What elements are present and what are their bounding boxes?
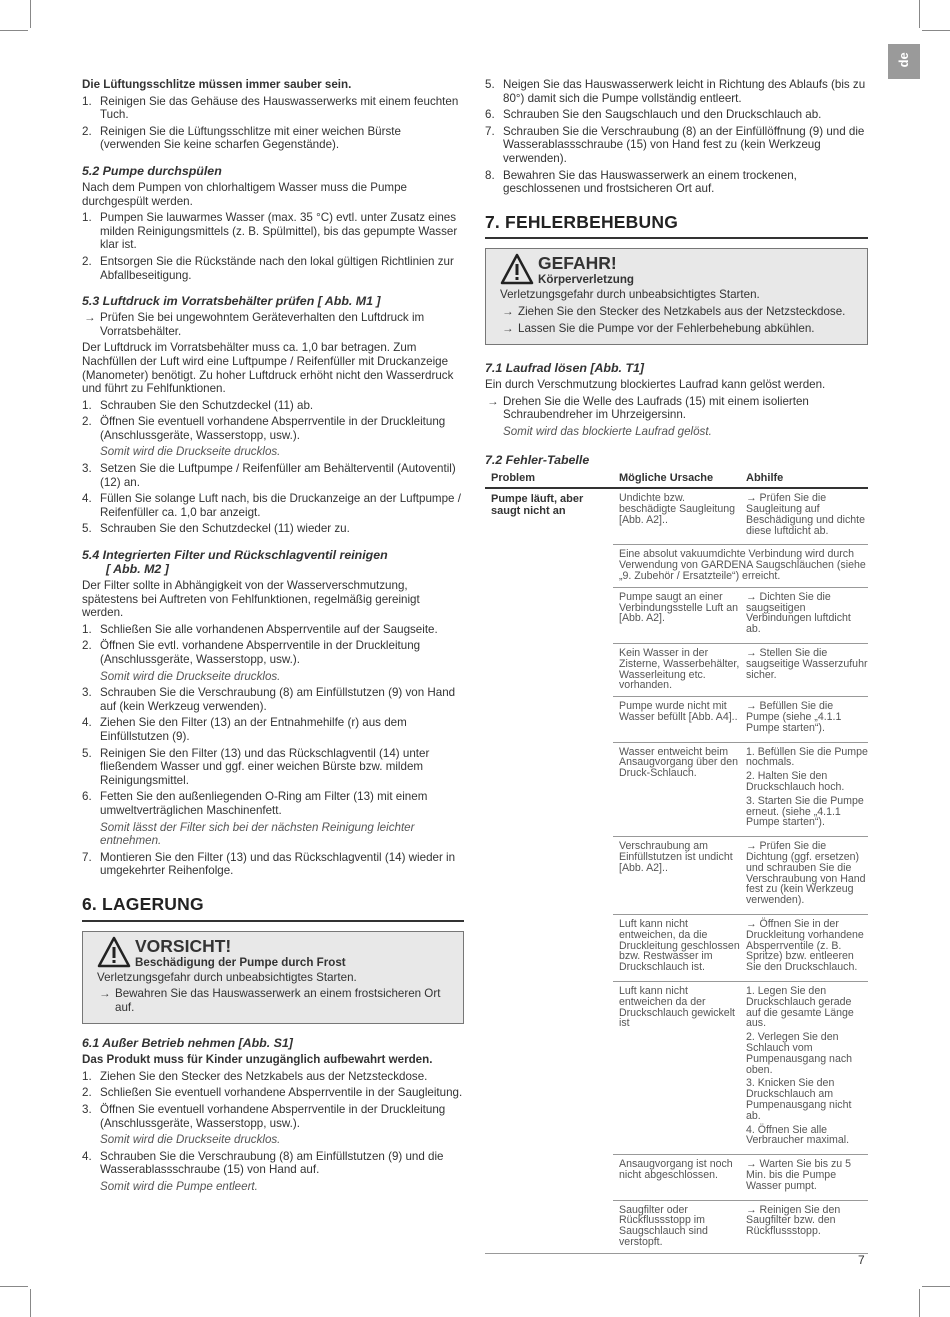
list-result-note: Somit wird die Druckseite drucklos.: [100, 1133, 281, 1147]
arrow-text: Prüfen Sie bei ungewohntem Geräteverhalten den Luftdruck im Vorratsbehälter.: [100, 311, 425, 338]
list-item: [82, 790, 464, 847]
crop-mark: [30, 0, 31, 28]
table-header-remedy: Abhilfe: [740, 470, 868, 489]
remedy-step: 1. Legen Sie den Druckschlauch gerade auf die gesamte Länge aus.: [746, 984, 854, 1030]
cause-cell: Kein Wasser in der Zisterne, Wasserbehälter, Wasserleitung etc. vorhanden.: [613, 644, 740, 697]
list-item: [82, 851, 464, 878]
section-6-1-warning: Das Produkt muss für Kinder unzugänglich aufbewahrt werden.: [82, 1053, 433, 1067]
language-code: de: [896, 52, 912, 68]
problem-cell: [485, 915, 613, 982]
remedy-cell: [740, 742, 868, 837]
section-6-1-steps: [82, 1070, 464, 1194]
list-number: 5.: [82, 522, 92, 536]
section-7-1-title: 7.1 Laufrad lösen [Abb. T1]: [485, 361, 645, 376]
problem-cell: [485, 1200, 613, 1253]
list-item: [82, 125, 464, 152]
list-item: [82, 492, 464, 519]
remedy-cell: [740, 915, 868, 982]
cause-cell: Wasser entweicht beim Ansaugvorgang über den Druck-Schlauch.: [613, 742, 740, 837]
remedy-step: 2. Halten Sie den Druckschlauch hoch.: [746, 770, 845, 794]
left-column: [82, 78, 464, 1197]
list-number: 3.: [82, 1103, 92, 1117]
danger-arrow-item: [500, 305, 853, 319]
problem-cell: [485, 837, 613, 915]
list-number: 4.: [82, 1149, 92, 1163]
list-result-note: Somit wird die Druckseite drucklos.: [100, 669, 281, 683]
remedy-step: → Prüfen Sie die Dichtung (ggf. ersetzen) und schrauben Sie die Verschraubung von Hand fest zu (kein Werkzeug verwenden).: [746, 840, 866, 907]
list-text: Schließen Sie alle vorhandenen Absperrventile auf der Saugseite.: [100, 622, 438, 636]
arrow-icon: →: [502, 321, 514, 335]
remedy-step: 3. Starten Sie die Pumpe erneut. (siehe „4.1.1 Pumpe starten“).: [746, 794, 864, 829]
danger-text: Verletzungsgefahr durch unbeabsichtigtes Starten.: [500, 288, 760, 302]
list-number: 6.: [485, 108, 495, 122]
table-row: [485, 1200, 868, 1253]
list-number: 2.: [82, 1086, 92, 1100]
remedy-cell: [740, 644, 868, 697]
danger-box: [485, 248, 868, 345]
list-text: Setzen Sie die Luftpumpe / Reifenfüller am Behälterventil (Autoventil) (12) an.: [100, 462, 456, 489]
section-5-2-intro: Nach dem Pumpen von chlorhaltigem Wasser muss die Pumpe durchgespült werden.: [82, 180, 407, 208]
problem-cell: [485, 1155, 613, 1200]
list-number: 2.: [82, 124, 92, 138]
cause-cell: Luft kann nicht entweichen da der Druckschlauch gewickelt ist: [613, 981, 740, 1154]
arrow-text: Drehen Sie die Welle des Laufrads (15) mit einem isolierten Schraubendreher im Uhrzeigersinn.: [503, 394, 809, 422]
arrow-text: Bewahren Sie das Hauswasserwerk an einem frostsicheren Ort auf.: [115, 987, 441, 1014]
caution-title: VORSICHT!: [135, 935, 232, 956]
crop-mark: [0, 1286, 28, 1287]
caution-box: [82, 931, 464, 1025]
list-number: 7.: [485, 124, 495, 138]
danger-arrow-item: [500, 322, 853, 336]
section-7-2-title: 7.2 Fehler-Tabelle: [485, 452, 590, 467]
remedy-step: → Stellen Sie die saugseitige Wasserzufuhr sicher.: [746, 647, 868, 681]
arrow-icon: →: [84, 311, 96, 325]
list-text: Schließen Sie eventuell vorhandene Absperrventile in der Saugleitung.: [100, 1086, 463, 1100]
table-row: [485, 1155, 868, 1200]
problem-cell: [485, 697, 613, 742]
list-number: 2.: [82, 415, 92, 429]
list-item: [82, 639, 464, 683]
list-text: Ziehen Sie den Stecker des Netzkabels aus der Netzsteckdose.: [100, 1069, 428, 1083]
page-number: 7: [858, 1253, 865, 1267]
vent-heading: Die Lüftungsschlitze müssen immer sauber sein.: [82, 78, 352, 91]
list-text: Öffnen Sie eventuell vorhandene Absperrventile in der Druckleitung (Anschlussgeräte, Wasserstopp, usw.).: [100, 415, 446, 442]
list-text: Schrauben Sie den Saugschlauch und den Druckschlauch ab.: [503, 108, 822, 122]
section-5-4-title-line2: [ Abb. M2 ]: [106, 562, 169, 577]
list-item: [82, 211, 464, 252]
table-row: [485, 837, 868, 915]
list-item: [82, 747, 464, 788]
cause-cell: Pumpe wurde nicht mit Wasser befüllt [Abb. A4]..: [613, 697, 740, 742]
crop-mark: [919, 0, 920, 28]
remedy-cell: [740, 1155, 868, 1200]
list-item: [485, 78, 868, 105]
section-6-title: 6. LAGERUNG: [82, 898, 464, 922]
remedy-cell: [740, 488, 868, 545]
list-text: Öffnen Sie evtl. vorhandene Absperrventile in der Druckleitung (Anschlussgeräte, Wasserstopp, usw.).: [100, 639, 421, 666]
remedy-cell: [740, 697, 868, 742]
warning-triangle-icon: [500, 253, 534, 285]
list-item: [485, 108, 868, 122]
list-item: [82, 1103, 464, 1147]
remedy-step: → Warten Sie bis zu 5 Min. bis die Pumpe Wasser pumpt.: [746, 1158, 851, 1192]
list-result-note: Somit wird die Pumpe entleert.: [100, 1180, 258, 1194]
list-number: 6.: [82, 790, 92, 804]
list-item: [82, 522, 464, 536]
crop-mark: [30, 1289, 31, 1317]
caution-arrow-item: [97, 987, 449, 1014]
problem-cell: Pumpe läuft, aber saugt nicht an: [491, 493, 584, 518]
list-number: 4.: [82, 492, 92, 506]
table-header-cause: Mögliche Ursache: [613, 470, 740, 489]
list-number: 3.: [82, 686, 92, 700]
fault-table: [485, 470, 868, 1254]
table-row: [485, 644, 868, 697]
list-text: Schrauben Sie den Schutzdeckel (11) wieder zu.: [100, 522, 350, 536]
cause-cell: Saugfilter oder Rückflussstopp im Saugschlauch sind verstopft.: [613, 1200, 740, 1253]
vent-steps: [82, 95, 464, 152]
section-7-title: 7. FEHLERBEHEBUNG: [485, 216, 868, 240]
table-row: [485, 697, 868, 742]
list-text: Reinigen Sie die Lüftungsschlitze mit einer weichen Bürste (verwenden Sie keine scharfen Gegenstände).: [100, 124, 401, 152]
list-text: Reinigen Sie den Filter (13) und das Rückschlagventil (14) unter fließendem Wasser und ggf. einer weichen Bürste bzw. mildem Reinigungsmittel.: [100, 746, 430, 787]
list-number: 8.: [485, 168, 495, 182]
list-number: 1.: [82, 398, 92, 412]
section-7-1-intro: Ein durch Verschmutzung blockiertes Laufrad kann gelöst werden.: [485, 378, 826, 392]
list-number: 1.: [82, 622, 92, 636]
problem-cell: [485, 545, 613, 587]
list-text: Schrauben Sie den Schutzdeckel (11) ab.: [100, 398, 314, 412]
list-item: [82, 716, 464, 743]
remedy-step: → Befüllen Sie die Pumpe (siehe „4.1.1 Pumpe starten“).: [746, 700, 842, 734]
section-5-2-title: 5.2 Pumpe durchspülen: [82, 163, 222, 178]
remedy-step: → Prüfen Sie die Saugleitung auf Beschädigung und dichte diese luftdicht ab.: [746, 492, 865, 537]
crop-mark: [919, 1289, 920, 1317]
list-text: Pumpen Sie lauwarmes Wasser (max. 35 °C) evtl. unter Zusatz eines milden Reinigungsmittels (z. B. Spülmittel), bis das gepumpte Wasser klar ist.: [100, 211, 458, 252]
table-row: [485, 915, 868, 982]
section-7-1-arrow-item: [485, 395, 868, 422]
remedy-cell: [740, 981, 868, 1154]
list-text: Montieren Sie den Filter (13) und das Rückschlagventil (14) wieder in umgekehrter Reihenfolge.: [100, 850, 456, 878]
list-item: [82, 95, 464, 122]
remedy-cell: [740, 837, 868, 915]
list-item: [82, 255, 464, 282]
list-number: 1.: [82, 211, 92, 225]
problem-cell: [485, 644, 613, 697]
table-row: [485, 488, 868, 545]
caution-subtitle: Beschädigung der Pumpe durch Frost: [135, 955, 346, 969]
remedy-step: 4. Öffnen Sie alle Verbraucher maximal.: [746, 1123, 850, 1147]
section-5-4-intro: Der Filter sollte in Abhängigkeit von der Wasserverschmutzung, spätestens bei Auftreten von Fehlfunktionen, regelmäßig gereinigt werden.: [82, 579, 420, 620]
arrow-icon: →: [502, 304, 514, 318]
danger-title: GEFAHR!: [538, 253, 617, 274]
table-header-problem: Problem: [485, 470, 613, 489]
problem-cell: [485, 981, 613, 1154]
remedy-step: → Dichten Sie die saugseitigen Verbindungen luftdicht ab.: [746, 590, 851, 636]
list-number: 7.: [82, 850, 92, 864]
crop-mark: [922, 30, 950, 31]
section-5-3-intro: Der Luftdruck im Vorratsbehälter muss ca. 1,0 bar betragen. Zum Nachfüllen der Luft wird eine Luftpumpe / Reifenfüller mit Druckanzeige (Manometer) benötigt. Zu hoher Luftdruck erhöht nicht den Wasserdruck und führt zu Fehlfunktionen.: [82, 341, 454, 396]
list-item: [485, 169, 868, 196]
list-text: Bewahren Sie das Hauswasserwerk an einem trockenen, geschlossenen und frostsicheren Ort auf.: [503, 168, 797, 196]
cause-cell: Luft kann nicht entweichen, da die Druckleitung geschlossen bzw. Restwasser im Druckschlauch ist.: [613, 915, 740, 982]
remedy-step: 1. Befüllen Sie die Pumpe nochmals.: [746, 745, 868, 769]
section-6-1-title: 6.1 Außer Betrieb nehmen [Abb. S1]: [82, 1036, 293, 1051]
list-item: [82, 686, 464, 713]
cause-cell: Verschraubung am Einfüllstutzen ist undicht [Abb. A2]..: [613, 837, 740, 915]
section-5-3-steps: [82, 399, 464, 536]
list-number: 2.: [82, 254, 92, 268]
remedy-step: 2. Verlegen Sie den Schlauch vom Pumpenausgang nach oben.: [746, 1031, 853, 1076]
section-5-4-steps: [82, 623, 464, 878]
arrow-text: Lassen Sie die Pumpe vor der Fehlerbehebung abkühlen.: [518, 321, 815, 335]
list-number: 1.: [82, 94, 92, 108]
remedy-step: → Öffnen Sie in der Druckleitung vorhandene Absperrventile (z. B. Spritze) bzw. entleeren Sie den Druckschlauch.: [746, 918, 864, 974]
list-text: Reinigen Sie das Gehäuse des Hauswasserwerks mit einem feuchten Tuch.: [100, 94, 459, 122]
cause-cell: Ansaugvorgang ist noch nicht abgeschlossen.: [613, 1155, 740, 1200]
warning-triangle-icon: [97, 936, 131, 968]
list-item: [82, 399, 464, 413]
list-item: [82, 1070, 464, 1084]
list-text: Schrauben Sie die Verschraubung (8) am Einfüllstutzen (9) und die Wasserablassschraube (15) von Hand auf.: [100, 1149, 444, 1177]
storage-steps-continued: [485, 78, 868, 196]
danger-subtitle: Körperverletzung: [538, 273, 634, 287]
remedy-step: 3. Knicken Sie den Druckschlauch am Pumpenausgang nicht ab.: [746, 1077, 852, 1122]
list-number: 5.: [485, 78, 495, 91]
arrow-icon: →: [487, 394, 499, 408]
section-5-3-arrow-item: [82, 311, 464, 338]
table-row: [485, 981, 868, 1154]
list-text: Schrauben Sie die Verschraubung (8) am Einfüllstutzen (9) von Hand auf (kein Werkzeug verwenden).: [100, 686, 456, 713]
section-5-3-title: 5.3 Luftdruck im Vorratsbehälter prüfen [ Abb. M1 ]: [82, 294, 381, 309]
cause-cell: Undichte bzw. beschädigte Saugleitung [Abb. A2]..: [613, 488, 740, 545]
list-number: 1.: [82, 1069, 92, 1083]
fault-table-body: [485, 488, 868, 1253]
crop-mark: [922, 1286, 950, 1287]
list-item: [82, 462, 464, 489]
remedy-cell: [740, 587, 868, 643]
problem-cell: [485, 587, 613, 643]
list-text: Entsorgen Sie die Rückstände nach den lokal gültigen Richtlinien zur Abfallbeseitigung.: [100, 254, 454, 282]
crop-mark: [0, 30, 28, 31]
list-text: Öffnen Sie eventuell vorhandene Absperrventile in der Druckleitung (Anschlussgeräte, Wasserstopp, usw.).: [100, 1103, 446, 1130]
arrow-icon: →: [99, 987, 111, 1001]
list-text: Fetten Sie den außenliegenden O-Ring am Filter (13) mit einem umweltverträglichen Maschinenfett.: [100, 790, 428, 817]
list-item: [82, 415, 464, 459]
problem-cell: [485, 742, 613, 837]
list-result-note: Somit lässt der Filter sich bei der nächsten Reinigung leichter entnehmen.: [100, 820, 415, 848]
list-item: [82, 1086, 464, 1100]
list-item: [82, 1150, 464, 1194]
list-item: [82, 623, 464, 637]
section-5-4-title: [82, 548, 464, 576]
list-number: 5.: [82, 746, 92, 760]
list-number: 4.: [82, 716, 92, 730]
section-5-4-title-line1: 5.4 Integrierten Filter und Rückschlagventil reinigen: [82, 548, 388, 563]
list-text: Neigen Sie das Hauswasserwerk leicht in Richtung des Ablaufs (bis zu 80°) damit sich die Pumpe vollständig entleert.: [503, 78, 866, 105]
list-result-note: Somit wird die Druckseite drucklos.: [100, 445, 281, 459]
language-tab: [888, 44, 920, 79]
list-text: Füllen Sie solange Luft nach, bis die Druckanzeige an der Luftpumpe / Reifenfüller ca. 1,0 bar anzeigt.: [100, 492, 461, 519]
remedy-step: → Reinigen Sie den Saugfilter bzw. den Rückflussstopp.: [746, 1203, 841, 1238]
list-text: Schrauben Sie die Verschraubung (8) an der Einfüllöffnung (9) und die Wasserablassschraube (15) von Hand fest zu (kein Werkzeug verwenden).: [503, 124, 865, 165]
arrow-text: Ziehen Sie den Stecker des Netzkabels aus der Netzsteckdose.: [518, 304, 846, 318]
list-number: 3.: [82, 462, 92, 476]
remedy-cell: [740, 1200, 868, 1253]
table-row: [485, 587, 868, 643]
cause-cell: Pumpe saugt an einer Verbindungsstelle Luft an [Abb. A2].: [613, 587, 740, 643]
list-number: 2.: [82, 639, 92, 653]
list-text: Ziehen Sie den Filter (13) an der Entnahmehilfe (r) aus dem Einfüllstutzen (9).: [100, 716, 407, 743]
table-row: [485, 545, 868, 587]
table-row: [485, 742, 868, 837]
caution-text: Verletzungsgefahr durch unbeabsichtigtes Starten.: [97, 970, 357, 984]
section-5-2-steps: [82, 211, 464, 282]
list-item: [485, 125, 868, 166]
cause-note-cell: Eine absolut vakuumdichte Verbindung wird durch Verwendung von GARDENA Saugschläuchen (siehe „9. Zubehör / Ersatzteile“) erreicht.: [613, 545, 868, 587]
right-column: [485, 78, 868, 1254]
section-7-1-note: Somit wird das blockierte Laufrad gelöst.: [503, 424, 712, 438]
